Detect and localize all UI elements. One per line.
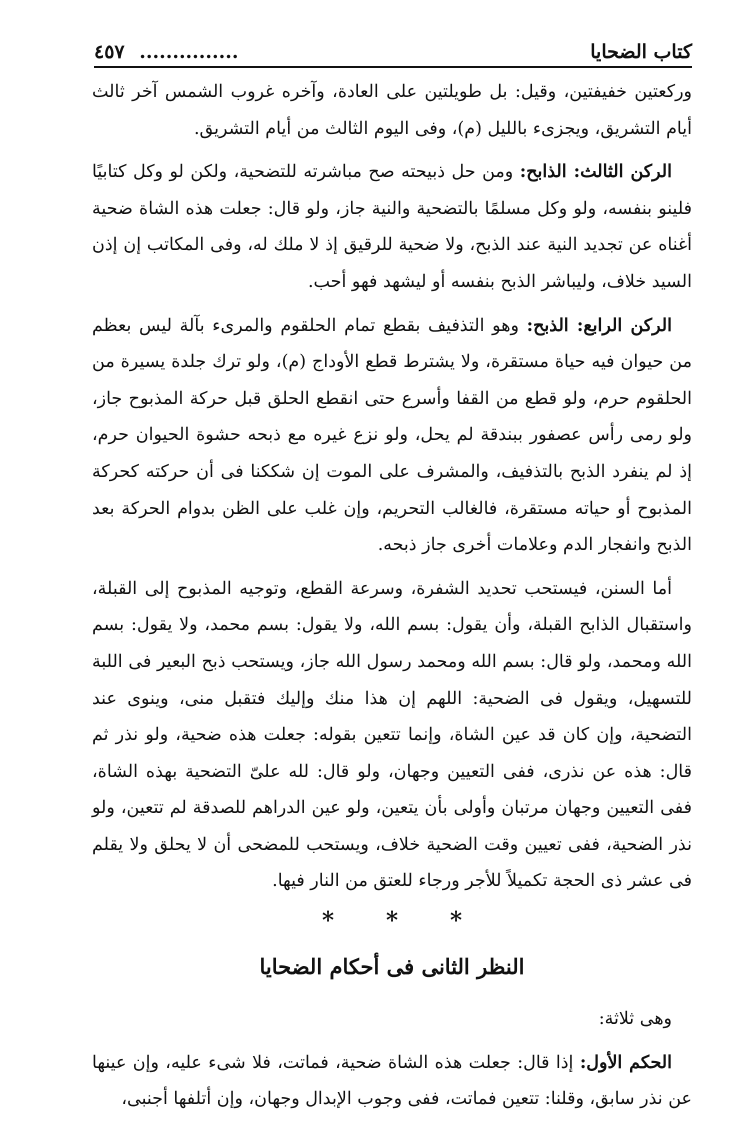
pillar-three-label: الركن الثالث: الذابح: bbox=[519, 162, 672, 183]
pillar-three-text: ومن حل ذبيحته صح مباشرته للتضحية، ولكن لو وكل كتابيًا فلينو بنفسه، ولو وكل مسلمًا بالتضحية والنية جاز، ولو قال: جعلت هذه الشاة ضحية أغناه عن تجديد النية عند الذبح، ولا ضحية للرقيق إذ لا ملك له، وفى المكاتب إن إذن السيد خلاف، وليباشر الذبح بنفسه أو ليشهد فهو أحب. bbox=[92, 162, 692, 292]
sunan-paragraph: أما السنن، فيستحب تحديد الشفرة، وسرعة القطع، وتوجيه المذبوح إلى القبلة، واستقبال الذابح القبلة، وأن يقول: بسم الله، ولا يقول: بسم محمد، ولا يقول: بسم الله ومحمد، ولو قال: بسم الله ومحمد رسول الله جاز، ويستحب ذبح البعير فى اللبة للتسهيل، ويقول فى الضحية: اللهم إن هذا منك وإليك فتقبل منى، وينوى عند التضحية، وإن كان قد عين الشاة، وإنما تتعين بقوله: جعلت هذه ضحية، ولو نذر ثم قال: هذه عن نذرى، ففى التعيين وجهان، ولو قال: لله علىّ التضحية بهذه الشاة، ففى التعيين وجهان مرتبان وأولى بأن يتعين، ولو عين الدراهم للصدقة لم تتعين، ولو نذر الضحية، ففى تعيين وقت الضحية خلاف، ويستحب للمضحى أن لا يحلق ولا يقلم فى عشر ذى الحجة تكميلاً للأجر ورجاء للعتق من النار فيها. bbox=[92, 578, 692, 892]
running-head bbox=[94, 38, 692, 64]
section-heading: النظر الثانى فى أحكام الضحايا bbox=[259, 954, 525, 980]
section-separator: * * * bbox=[321, 907, 485, 935]
ruling-one-label: الحكم الأول: bbox=[579, 1052, 672, 1073]
page-number: ٤٥٧ bbox=[94, 41, 125, 63]
ruling-one-paragraph bbox=[92, 1045, 692, 1118]
pillar-four-text: وهو التذفيف بقطع تمام الحلقوم والمرىء بآلة ليس بعظم من حيوان فيه حياة مستقرة، ولا يشترط قطع الأوداج (م)، ولو ترك جلدة يسيرة من الحلقوم حرم، ولو قطع من القفا وأسرع حتى انقطع الحلق قبل حركة المذبوح جاز، ولو رمى رأس عصفور ببندقة لم يحل، ولو نزع غيره مع ذبحه حشوة الحيوان حرم، إذ لم ينفرد الذبح بالتذفيف، والمشرف على الموت إن شككنا فى أن حركته كحركة المذبوح أو حياته مستقرة، فالغالب التحريم، وإن غلب على الظن بدوام الحركة بعد الذبح وانفجار الدم وعلامات أخرى جاز ذبحه. bbox=[92, 315, 692, 556]
page-body bbox=[92, 74, 692, 1125]
leader-dots: ............... bbox=[139, 41, 239, 63]
section-intro: وهى ثلاثة: bbox=[598, 1009, 672, 1030]
ruling-one-text: إذا قال: جعلت هذه الشاة ضحية، فماتت، فلا شىء عليه، وإن عينها عن نذر سابق، وقلنا: تتعين فماتت، ففى وجوب الإبدال وجهان، وإن أتلفها أجنبى، bbox=[92, 1052, 692, 1110]
pillar-three-paragraph bbox=[92, 154, 692, 300]
pillar-four-paragraph bbox=[92, 308, 692, 564]
running-head-page bbox=[94, 40, 238, 64]
continuation-paragraph: وركعتين خفيفتين، وقيل: بل طويلتين على العادة، وآخره غروب الشمس آخر ثالث أيام التشريق، ويجزىء بالليل (م)، وفى اليوم الثالث من أيام التشريق. bbox=[92, 82, 692, 139]
header-rule bbox=[94, 66, 692, 68]
running-head-title: كتاب الضحايا bbox=[590, 41, 692, 63]
pillar-four-label: الركن الرابع: الذبح: bbox=[526, 315, 672, 336]
